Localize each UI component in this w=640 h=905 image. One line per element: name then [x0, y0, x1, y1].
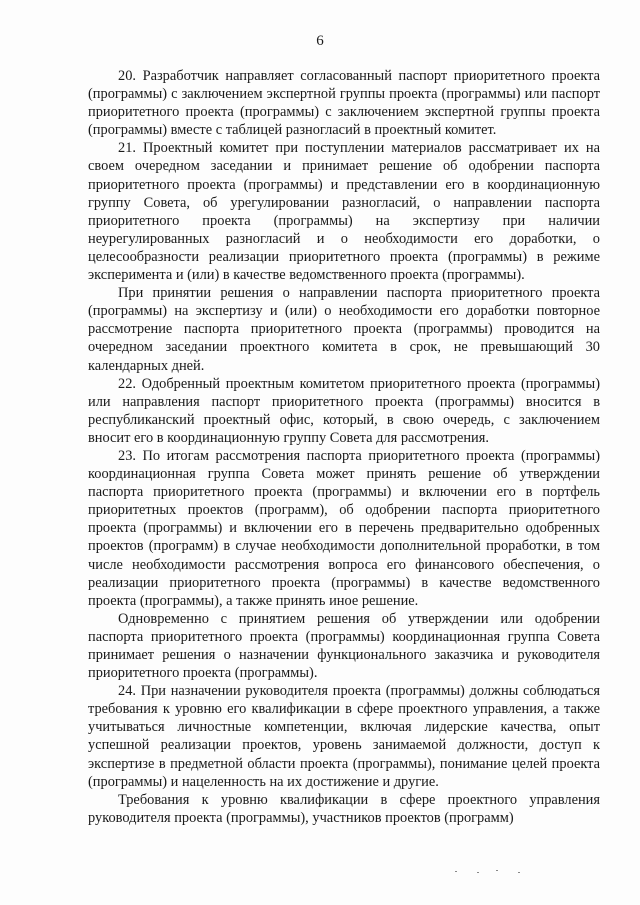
paragraph-20: 20. Разработчик направляет согласованный паспорт приоритетного проекта (программы) с заключением экспертной группы проекта (программы) или паспорт приоритетного проекта (программы) с заключением экспертной группы проекта (программы) вместе с таблицей разногласий в проектный комитет. [88, 68, 600, 139]
paragraph-24: 24. При назначении руководителя проекта (программы) должны соблюдаться требования к уровню его квалификации в сфере проектного управления, а также учитываться личностные компетенции, включая лидерские качества, опыт успешной реализации проектов, уровень занимаемой должности, доступ к экспертизе в предметной области проекта (программы), понимание целей проекта (программы) и нацеленность на их достижение и другие. [88, 683, 600, 790]
paragraph-21: 21. Проектный комитет при поступлении материалов рассматривает их на своем очередном заседании и принимает решение об одобрении паспорта приоритетного проекта (программы) и представлении его в координационную группу Совета, об урегулировании разногласий, о направлении паспорта приоритетного проекта (программы) на экспертизу при наличии неурегулированных разногласий и о необходимости его доработки, о целесообразности реализации приоритетного проекта (программы) в режиме эксперимента и (или) в качестве ведомственного проекта (программы). [88, 140, 600, 284]
paragraph-24-continued: Требования к уровню квалификации в сфере проектного управления руководителя проекта (программы), участников проектов (программ) [88, 791, 600, 826]
document-body [88, 67, 600, 827]
paragraph-21-continued: При принятии решения о направлении паспорта приоритетного проекта (программы) на экспертизу и (или) о необходимости его доработки повторное рассмотрение паспорта приоритетного проекта (программы) проводится на очередном заседании проектного комитета в срок, не превышающий 30 календарных дней. [88, 285, 600, 374]
page-number: 6 [316, 33, 324, 49]
paragraph-23: 23. По итогам рассмотрения паспорта приоритетного проекта (программы) координационная группа Совета может принять решение об утверждении паспорта приоритетного проекта (программы) и включении его в портфель приоритетных проектов (программ), об одобрении паспорта приоритетного проекта (программы) и включении его в перечень предварительно одобренных проектов (программ) в случае необходимости дополнительной проработки, в том числе необходимости рассмотрения вопроса его финансового обеспечения, о реализации приоритетного проекта (программы) в качестве ведомственного проекта (программы), а также принять иное решение. [88, 447, 600, 609]
paragraph-23-continued: Одновременно с принятием решения об утверждении или одобрении паспорта приоритетного проекта (программы) координационная группа Совета принимает решения о назначении функционального заказчика и руководителя приоритетного проекта (программы). [88, 610, 600, 682]
scan-specks [455, 869, 535, 875]
paragraph-22: 22. Одобренный проектным комитетом приоритетного проекта (программы) или направления паспорт приоритетного проекта (программы) вносится в республиканский проектный офис, который, в свою очередь, с заключением вносит его в координационную группу Совета для рассмотрения. [88, 375, 600, 446]
